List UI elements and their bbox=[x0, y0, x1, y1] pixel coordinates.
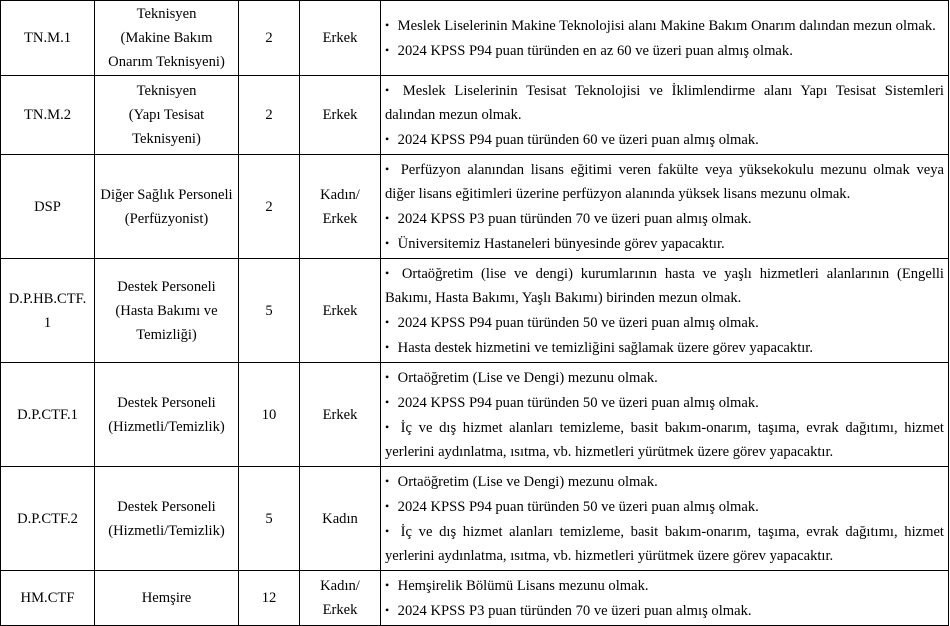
bullet-icon: • bbox=[385, 132, 390, 146]
requirement-item: • Meslek Liselerinin Tesisat Teknolojisi ve İklimlendirme alanı Yapı Tesisat Sistemleri dalından mezun olmak. bbox=[385, 78, 944, 127]
requirement-item: • 2024 KPSS P94 puan türünden 60 ve üzeri puan almış olmak. bbox=[385, 127, 944, 152]
bullet-icon: • bbox=[385, 236, 390, 250]
bullet-icon: • bbox=[385, 420, 390, 434]
requirement-item: • İç ve dış hizmet alanları temizleme, basit bakım-onarım, taşıma, evrak dağıtımı, hizmet yerlerini aydınlatma, ısıtma, vb. hizmetleri yürütmek üzere görev yapacaktır. bbox=[385, 415, 944, 464]
position-code: HM.CTF bbox=[1, 571, 95, 626]
position-requirements bbox=[381, 363, 949, 467]
position-title: Destek Personeli (Hizmetli/Temizlik) bbox=[95, 467, 239, 571]
table-row bbox=[1, 467, 949, 571]
position-title: Destek Personeli (Hizmetli/Temizlik) bbox=[95, 363, 239, 467]
position-gender: Erkek bbox=[300, 363, 381, 467]
position-title: Teknisyen (Yapı Tesisat Teknisyeni) bbox=[95, 76, 239, 155]
position-code: TN.M.1 bbox=[1, 1, 95, 76]
position-count: 5 bbox=[239, 467, 300, 571]
bullet-icon: • bbox=[385, 315, 390, 329]
requirement-item: • 2024 KPSS P94 puan türünden 50 ve üzeri puan almış olmak. bbox=[385, 310, 944, 335]
requirement-item: • Perfüzyon alanından lisans eğitimi veren fakülte veya yüksekokulu mezunu olmak veya diğer lisans eğitimleri üzerine perfüzyon alanında yüksek lisans mezunu olmak. bbox=[385, 157, 944, 206]
bullet-icon: • bbox=[385, 83, 390, 97]
position-gender: Erkek bbox=[300, 1, 381, 76]
position-code: D.P.HB.CTF. 1 bbox=[1, 259, 95, 363]
table-row bbox=[1, 76, 949, 155]
position-title: Destek Personeli (Hasta Bakımı ve Temizliği) bbox=[95, 259, 239, 363]
position-title: Diğer Sağlık Personeli (Perfüzyonist) bbox=[95, 155, 239, 259]
position-requirements bbox=[381, 571, 949, 626]
position-requirements bbox=[381, 76, 949, 155]
bullet-icon: • bbox=[385, 370, 390, 384]
position-requirements bbox=[381, 155, 949, 259]
position-gender: Kadın bbox=[300, 467, 381, 571]
requirement-item: • 2024 KPSS P3 puan türünden 70 ve üzeri puan almış olmak. bbox=[385, 206, 944, 231]
table-row bbox=[1, 363, 949, 467]
position-count: 12 bbox=[239, 571, 300, 626]
bullet-icon: • bbox=[385, 603, 390, 617]
table-row bbox=[1, 155, 949, 259]
position-gender: Erkek bbox=[300, 259, 381, 363]
bullet-icon: • bbox=[385, 162, 390, 176]
position-gender: Kadın/ Erkek bbox=[300, 571, 381, 626]
bullet-icon: • bbox=[385, 43, 390, 57]
position-requirements bbox=[381, 259, 949, 363]
requirement-item: • 2024 KPSS P3 puan türünden 70 ve üzeri puan almış olmak. bbox=[385, 598, 944, 623]
position-code: D.P.CTF.2 bbox=[1, 467, 95, 571]
bullet-icon: • bbox=[385, 474, 390, 488]
position-requirements bbox=[381, 467, 949, 571]
position-code: D.P.CTF.1 bbox=[1, 363, 95, 467]
position-title: Hemşire bbox=[95, 571, 239, 626]
bullet-icon: • bbox=[385, 395, 390, 409]
bullet-icon: • bbox=[385, 524, 390, 538]
position-count: 10 bbox=[239, 363, 300, 467]
position-gender: Erkek bbox=[300, 76, 381, 155]
requirement-item: • İç ve dış hizmet alanları temizleme, basit bakım-onarım, taşıma, evrak dağıtımı, hizmet yerlerini aydınlatma, ısıtma, vb. hizmetleri yürütmek üzere görev yapacaktır. bbox=[385, 519, 944, 568]
requirement-item: • Ortaöğretim (Lise ve Dengi) mezunu olmak. bbox=[385, 365, 944, 390]
requirement-item: • Hemşirelik Bölümü Lisans mezunu olmak. bbox=[385, 573, 944, 598]
bullet-icon: • bbox=[385, 340, 390, 354]
position-code: DSP bbox=[1, 155, 95, 259]
table-row bbox=[1, 1, 949, 76]
requirement-item: • 2024 KPSS P94 puan türünden 50 ve üzeri puan almış olmak. bbox=[385, 390, 944, 415]
position-requirements bbox=[381, 1, 949, 76]
bullet-icon: • bbox=[385, 499, 390, 513]
bullet-icon: • bbox=[385, 211, 390, 225]
position-count: 2 bbox=[239, 155, 300, 259]
requirement-item: • 2024 KPSS P94 puan türünden en az 60 ve üzeri puan almış olmak. bbox=[385, 38, 944, 63]
table-row bbox=[1, 259, 949, 363]
bullet-icon: • bbox=[385, 18, 390, 32]
table-row bbox=[1, 571, 949, 626]
position-title: Teknisyen (Makine Bakım Onarım Teknisyeni) bbox=[95, 1, 239, 76]
requirement-item: • Hasta destek hizmetini ve temizliğini sağlamak üzere görev yapacaktır. bbox=[385, 335, 944, 360]
requirement-item: • Ortaöğretim (Lise ve Dengi) mezunu olmak. bbox=[385, 469, 944, 494]
position-count: 2 bbox=[239, 76, 300, 155]
requirement-item: • 2024 KPSS P94 puan türünden 50 ve üzeri puan almış olmak. bbox=[385, 494, 944, 519]
requirement-item: • Ortaöğretim (lise ve dengi) kurumlarının hasta ve yaşlı hizmetleri alanlarının (Engelli Bakımı, Hasta Bakımı, Yaşlı Bakımı) birinden mezun olmak. bbox=[385, 261, 944, 310]
position-gender: Kadın/ Erkek bbox=[300, 155, 381, 259]
position-count: 2 bbox=[239, 1, 300, 76]
requirement-item: • Meslek Liselerinin Makine Teknolojisi alanı Makine Bakım Onarım dalından mezun olmak. bbox=[385, 13, 944, 38]
bullet-icon: • bbox=[385, 578, 390, 592]
requirement-item: • Üniversitemiz Hastaneleri bünyesinde görev yapacaktır. bbox=[385, 231, 944, 256]
bullet-icon: • bbox=[385, 266, 390, 280]
position-count: 5 bbox=[239, 259, 300, 363]
position-code: TN.M.2 bbox=[1, 76, 95, 155]
